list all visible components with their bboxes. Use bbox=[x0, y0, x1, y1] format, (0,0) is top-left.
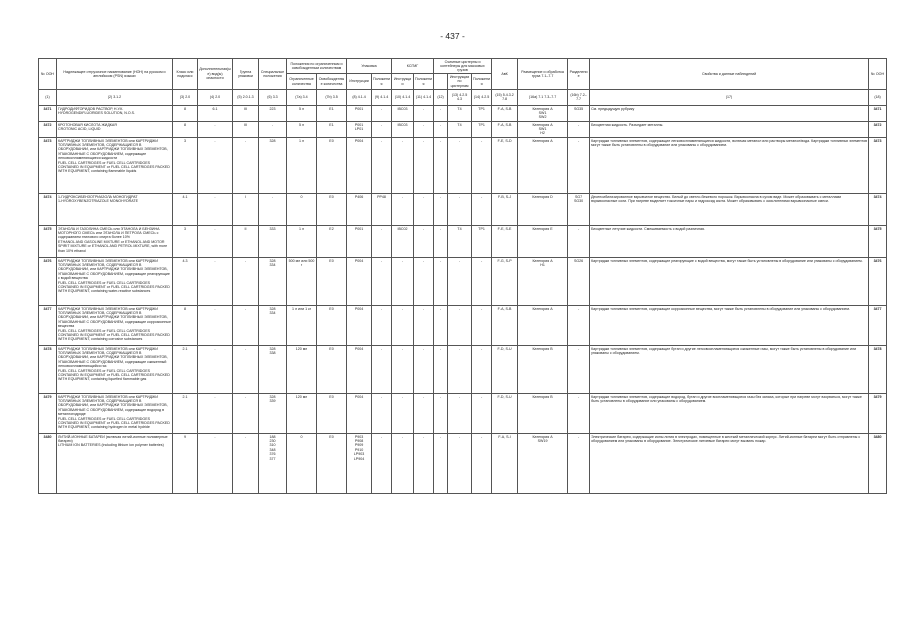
cell-sp: 328 bbox=[259, 138, 287, 194]
cell-pi: P004 bbox=[347, 346, 372, 394]
cell-ems: F-A, S-B bbox=[492, 106, 518, 122]
cell-pg: - bbox=[233, 394, 259, 434]
cell-ibcp: - bbox=[414, 138, 434, 194]
cell-c12: - bbox=[434, 122, 448, 138]
cell-un2: 3473 bbox=[869, 138, 887, 194]
cell-pi: P001 bbox=[347, 106, 372, 122]
cell-lq: 1 л или 1 кг bbox=[287, 306, 317, 346]
colnum: (16a) 7.1 7.3–7.7 bbox=[518, 89, 568, 105]
cell-pg: - bbox=[233, 346, 259, 394]
cell-ems: F-G, S-P bbox=[492, 258, 518, 306]
colnum: (9) 4.1.4 bbox=[372, 89, 392, 105]
cell-ibc: - bbox=[392, 258, 414, 306]
table-body bbox=[39, 106, 887, 494]
cell-pi: P001 LP01 bbox=[347, 122, 372, 138]
cell-eq: E0 bbox=[317, 138, 347, 194]
cell-pi: P406 bbox=[347, 194, 372, 226]
cell-sub: - bbox=[198, 194, 233, 226]
cell-eq: E0 bbox=[317, 434, 347, 494]
cell-ti: - bbox=[448, 434, 472, 494]
cell-pp: - bbox=[372, 434, 392, 494]
cell-un2: 3480 bbox=[869, 434, 887, 494]
cell-un: 3473 bbox=[39, 138, 57, 194]
cell-ems: F-D, S-U bbox=[492, 346, 518, 394]
cell-seg: - bbox=[568, 434, 590, 494]
cell-sp: 328 339 bbox=[259, 394, 287, 434]
cell-cls: 4.3 bbox=[173, 258, 198, 306]
colnum: (5) 2.0.1.3 bbox=[233, 89, 259, 105]
cell-c12: - bbox=[434, 194, 448, 226]
cell-pp: - bbox=[372, 258, 392, 306]
cell-pg: - bbox=[233, 434, 259, 494]
cell-ibcp: - bbox=[414, 306, 434, 346]
header-stowage: Размещение и обработка груза 7.1–7.7 bbox=[518, 59, 568, 90]
cell-ibcp: - bbox=[414, 194, 434, 226]
column-number-row bbox=[39, 89, 887, 105]
cell-pp: - bbox=[372, 138, 392, 194]
cell-sub: - bbox=[198, 346, 233, 394]
cell-pp: - bbox=[372, 106, 392, 122]
cell-pp: - bbox=[372, 226, 392, 258]
colnum: (6) 3.3 bbox=[259, 89, 287, 105]
cell-un2: 3476 bbox=[869, 258, 887, 306]
cell-name: ГИДРОДИФТОРИДОВ РАСТВОР, Н.У.К. HYDROGENDIFLUORIDES SOLUTION, N.O.S. bbox=[57, 106, 173, 122]
cell-prop: Картриджи топливных элементов, содержащие реагирующие с водой вещества, могут также быть установлены в оборудование или упакованы с оборудованием. bbox=[590, 258, 869, 306]
cell-c12: - bbox=[434, 138, 448, 194]
cell-eq: E1 bbox=[317, 106, 347, 122]
cell-pi: P004 bbox=[347, 394, 372, 434]
subheader-tank-provisions: Положения bbox=[472, 74, 492, 89]
cell-un2: 3475 bbox=[869, 226, 887, 258]
cell-tp: - bbox=[472, 306, 492, 346]
header-tanks: Съемные цистерны и контейнеры для массовых грузов bbox=[434, 59, 492, 74]
cell-ibcp: - bbox=[414, 122, 434, 138]
cell-ti: - bbox=[448, 394, 472, 434]
cell-eq: E0 bbox=[317, 306, 347, 346]
cell-sp: - bbox=[259, 122, 287, 138]
cell-pg: III bbox=[233, 122, 259, 138]
subheader-limited: Ограниченные количества bbox=[287, 74, 317, 89]
cell-prop: Бесцветные летучие жидкости. Смешиваемость с водой различная. bbox=[590, 226, 869, 258]
colnum: (1) bbox=[39, 89, 57, 105]
cell-ti: T4 bbox=[448, 226, 472, 258]
cell-tp: - bbox=[472, 394, 492, 434]
cell-eq: E0 bbox=[317, 258, 347, 306]
colnum: (12) bbox=[434, 89, 448, 105]
cell-ems: F-E, S-D bbox=[492, 138, 518, 194]
cell-name: КАРТРИДЖИ ТОПЛИВНЫХ ЭЛЕМЕНТОВ или КАРТРИДЖИ ТОПЛИВНЫХ ЭЛЕМЕНТОВ, СОДЕРЖАЩИЕСЯ В ОБОРУДОВАНИИ, или КАРТРИДЖИ ТОПЛИВНЫХ ЭЛЕМЕНТОВ, УПАКОВАННЫЕ С ОБОРУДОВАНИЕМ, содержащие коррозионные вещества FUEL CELL CARTRIDGES or FUEL CELL CARTRIDGES CONTAINED IN EQUIPMENT or FUEL CELL CARTRIDGES PACKED WITH EQUIPMENT, containing corrosive substances bbox=[57, 306, 173, 346]
cell-lq: 0 bbox=[287, 194, 317, 226]
table-row bbox=[39, 306, 887, 346]
cell-ems: F-E, S-E bbox=[492, 226, 518, 258]
header-packaging: Упаковка bbox=[347, 59, 392, 74]
cell-sp: - bbox=[259, 194, 287, 226]
colnum: (3) 2.0 bbox=[173, 89, 198, 105]
cell-c12: - bbox=[434, 306, 448, 346]
cell-sp: 328 338 bbox=[259, 346, 287, 394]
cell-cls: 8 bbox=[173, 122, 198, 138]
cell-un2: 3472 bbox=[869, 122, 887, 138]
colnum: (4) 2.0 bbox=[198, 89, 233, 105]
cell-tp: - bbox=[472, 434, 492, 494]
cell-tp: - bbox=[472, 138, 492, 194]
cell-stow: Категория A H1 bbox=[518, 258, 568, 306]
cell-tp: - bbox=[472, 194, 492, 226]
cell-pi: P001 bbox=[347, 226, 372, 258]
cell-pi: P004 bbox=[347, 306, 372, 346]
cell-sub: - bbox=[198, 138, 233, 194]
cell-ti: - bbox=[448, 306, 472, 346]
cell-pi: P903 P908 P909 P910 LP903 LP904 bbox=[347, 434, 372, 494]
cell-lq: 5 л bbox=[287, 122, 317, 138]
cell-sub: - bbox=[198, 258, 233, 306]
cell-un2: 3474 bbox=[869, 194, 887, 226]
cell-seg: SG7 SG30 bbox=[568, 194, 590, 226]
header-ibc: КСГМГ bbox=[392, 59, 434, 74]
cell-un2: 3477 bbox=[869, 306, 887, 346]
colnum: (16b) 7.2–7.7 bbox=[568, 89, 590, 105]
cell-pp: - bbox=[372, 306, 392, 346]
cell-stow: Категория A SW1 H2 bbox=[518, 122, 568, 138]
cell-ti: - bbox=[448, 346, 472, 394]
cell-cls: 3 bbox=[173, 138, 198, 194]
cell-seg: - bbox=[568, 346, 590, 394]
cell-cls: 8 bbox=[173, 106, 198, 122]
cell-cls: 4.1 bbox=[173, 194, 198, 226]
cell-sp: 333 bbox=[259, 226, 287, 258]
cell-lq: 1 л bbox=[287, 226, 317, 258]
cell-sub: - bbox=[198, 122, 233, 138]
cell-ibc: - bbox=[392, 306, 414, 346]
table-row bbox=[39, 122, 887, 138]
cell-stow: Категория B bbox=[518, 394, 568, 434]
header-properties: Свойства и данные наблюдений bbox=[590, 59, 869, 90]
table-row bbox=[39, 394, 887, 434]
cell-stow: Категория A bbox=[518, 306, 568, 346]
header-ems: АвК bbox=[492, 59, 518, 90]
cell-prop: Бесцветная жидкость. Разъедает металлы. bbox=[590, 122, 869, 138]
cell-un: 3474 bbox=[39, 194, 57, 226]
cell-seg: - bbox=[568, 306, 590, 346]
cell-un2: 3479 bbox=[869, 394, 887, 434]
cell-c12: - bbox=[434, 258, 448, 306]
colnum: (2) 3.1.2 bbox=[57, 89, 173, 105]
cell-prop: Картриджи топливных элементов, содержащие коррозионные вещества, могут также быть установлены в оборудование или упакованы с оборудованием. bbox=[590, 306, 869, 346]
cell-lq: 5 л bbox=[287, 106, 317, 122]
cell-ibcp: - bbox=[414, 394, 434, 434]
cell-sub: - bbox=[198, 394, 233, 434]
cell-un2: 3471 bbox=[869, 106, 887, 122]
cell-name: КАРТРИДЖИ ТОПЛИВНЫХ ЭЛЕМЕНТОВ или КАРТРИДЖИ ТОПЛИВНЫХ ЭЛЕМЕНТОВ, СОДЕРЖАЩИЕСЯ В ОБОРУДОВАНИИ, или КАРТРИДЖИ ТОПЛИВНЫХ ЭЛЕМЕНТОВ, УПАКОВАННЫЕ С ОБОРУДОВАНИЕМ, содержащие сжиженный легковоспламеняющийся газ FUEL CELL CARTRIDGES or FUEL CELL CARTRIDGES CONTAINED IN EQUIPMENT or FUEL CELL CARTRIDGES PACKED WITH EQUIPMENT, containing liquefied flammable gas bbox=[57, 346, 173, 394]
subheader-ibc-provisions: Положения bbox=[414, 74, 434, 89]
cell-tp: - bbox=[472, 346, 492, 394]
cell-name: ЭТАНОЛА И ГАЗОЛИНА СМЕСЬ или ЭТАНОЛА И БЕНЗИНА МОТОРНОГО СМЕСЬ или ЭТАНОЛА И ПЕТРОЛА СМЕСЬ с содержанием этилового спирта более 10% ETHANOL AND GASOLINE MIXTURE or ETHANOL AND MOTOR SPIRIT MIXTURE or ETHANOL AND PETROL MIXTURE, with more than 10% ethanol bbox=[57, 226, 173, 258]
cell-sub: - bbox=[198, 434, 233, 494]
cell-ibcp: - bbox=[414, 434, 434, 494]
colnum: (14) 4.2.5 bbox=[472, 89, 492, 105]
cell-ti: T4 bbox=[448, 122, 472, 138]
cell-ems: F-A, S-I bbox=[492, 434, 518, 494]
cell-prop: Картриджи топливных элементов, содержащие легковоспламеняющиеся жидкости, включая метанол или растворы метанол/вода. Картриджи топливных элементов могут также быть установлены в оборудование или упакованы с оборудованием. bbox=[590, 138, 869, 194]
cell-un: 3478 bbox=[39, 346, 57, 394]
cell-un: 3476 bbox=[39, 258, 57, 306]
cell-ems: F-D, S-U bbox=[492, 394, 518, 434]
cell-ems: F-A, S-B bbox=[492, 122, 518, 138]
cell-ti: - bbox=[448, 258, 472, 306]
cell-seg: - bbox=[568, 226, 590, 258]
cell-ti: - bbox=[448, 194, 472, 226]
cell-c12: - bbox=[434, 226, 448, 258]
cell-sp: 223 bbox=[259, 106, 287, 122]
cell-ibcp: - bbox=[414, 346, 434, 394]
cell-seg: SG26 bbox=[568, 258, 590, 306]
table-row bbox=[39, 226, 887, 258]
cell-ibc: - bbox=[392, 346, 414, 394]
cell-pp: - bbox=[372, 122, 392, 138]
cell-pg: - bbox=[233, 306, 259, 346]
cell-sub: 6.1 bbox=[198, 106, 233, 122]
cell-ibc: IBC03 bbox=[392, 106, 414, 122]
cell-eq: E2 bbox=[317, 226, 347, 258]
cell-pp: PP48 bbox=[372, 194, 392, 226]
cell-eq: E0 bbox=[317, 394, 347, 434]
cell-name: ЛИТИЙ-ИОННЫЕ БАТАРЕИ (включая литий-ионные полимерные батареи) LITHIUM ION BATTERIES (including lithium ion polymer batteries) bbox=[57, 434, 173, 494]
cell-un2: 3478 bbox=[869, 346, 887, 394]
cell-un: 3479 bbox=[39, 394, 57, 434]
cell-stow: Категория A SW1 SW2 bbox=[518, 106, 568, 122]
cell-pg: III bbox=[233, 106, 259, 122]
cell-prop: Электрические батареи, содержащие ионы лития в электродах, помещенные в жесткий металлический корпус. Литий-ионные батареи могут быть отправлены с оборудованием или упакованы в оборудование. Электрические литиевые батареи могут вызвать пожар. bbox=[590, 434, 869, 494]
cell-stow: Категория A bbox=[518, 138, 568, 194]
cell-lq: 120 мл bbox=[287, 394, 317, 434]
cell-prop: Картриджи топливных элементов, содержащие бутан и другие легковоспламеняющиеся сжиженные газы, могут также быть установлены в оборудование или упакованы с оборудованием. bbox=[590, 346, 869, 394]
cell-ibc: - bbox=[392, 194, 414, 226]
header-packing-group: Группа упаковки bbox=[233, 59, 259, 90]
colnum: (15) 5.4.3.2 7.8 bbox=[492, 89, 518, 105]
cell-eq: E1 bbox=[317, 122, 347, 138]
header-segregation: Разделение bbox=[568, 59, 590, 90]
colnum: (18) bbox=[869, 89, 887, 105]
cell-pg: II bbox=[233, 226, 259, 258]
cell-pg: I bbox=[233, 194, 259, 226]
header-subsidiary: Дополнительная(ые) вид(ы) опасности bbox=[198, 59, 233, 90]
table-row bbox=[39, 258, 887, 306]
cell-pg: - bbox=[233, 138, 259, 194]
header-un-right: № ООН bbox=[869, 59, 887, 90]
cell-ti: T4 bbox=[448, 106, 472, 122]
subheader-tank-instructions: Инструкции по цистернам bbox=[448, 74, 472, 89]
cell-ti: - bbox=[448, 138, 472, 194]
dangerous-goods-table bbox=[38, 58, 887, 494]
cell-lq: 0 bbox=[287, 434, 317, 494]
cell-cls: 9 bbox=[173, 434, 198, 494]
cell-ibcp: - bbox=[414, 226, 434, 258]
cell-c12: - bbox=[434, 394, 448, 434]
colnum: (17) bbox=[590, 89, 869, 105]
page-number: - 437 - bbox=[440, 31, 465, 41]
cell-pp: - bbox=[372, 394, 392, 434]
cell-un: 3475 bbox=[39, 226, 57, 258]
cell-ibc: IBC03 bbox=[392, 122, 414, 138]
table-row bbox=[39, 346, 887, 394]
cell-name: КАРТРИДЖИ ТОПЛИВНЫХ ЭЛЕМЕНТОВ или КАРТРИДЖИ ТОПЛИВНЫХ ЭЛЕМЕНТОВ, СОДЕРЖАЩИЕСЯ В ОБОРУДОВАНИИ, или КАРТРИДЖИ ТОПЛИВНЫХ ЭЛЕМЕНТОВ, УПАКОВАННЫЕ С ОБОРУДОВАНИЕМ, содержащие реагирующие с водой вещества FUEL CELL CARTRIDGES or FUEL CELL CARTRIDGES CONTAINED IN EQUIPMENT or FUEL CELL CARTRIDGES PACKED WITH EQUIPMENT, containing water-reactive substances bbox=[57, 258, 173, 306]
subheader-pack-provisions: Положения bbox=[372, 74, 392, 89]
cell-ibc: IBC02 bbox=[392, 226, 414, 258]
colnum: (8) 4.1.4 bbox=[347, 89, 372, 105]
cell-stow: Категория E bbox=[518, 226, 568, 258]
cell-ibc: - bbox=[392, 394, 414, 434]
cell-cls: 2.1 bbox=[173, 346, 198, 394]
cell-un: 3471 bbox=[39, 106, 57, 122]
cell-c12: - bbox=[434, 106, 448, 122]
cell-prop: Десенсибилизированное взрывчатое вещество. Белый до светло-бежевого порошок. Взрывоопасна в сухом виде. Может образовывать с металлами взрывоопасные соли. При нагреве выделяет токсичные пары и гидроксид азота. Может образовывать с окислителями взрывоопасные смеси. bbox=[590, 194, 869, 226]
cell-tp: TP1 bbox=[472, 226, 492, 258]
colnum: (10) 4.1.4 bbox=[392, 89, 414, 105]
cell-c12: - bbox=[434, 346, 448, 394]
cell-stow: Категория A SW19 bbox=[518, 434, 568, 494]
cell-ibc: - bbox=[392, 434, 414, 494]
cell-sub: - bbox=[198, 306, 233, 346]
cell-ibcp: - bbox=[414, 106, 434, 122]
cell-ibc: - bbox=[392, 138, 414, 194]
subheader-tank-empty bbox=[434, 74, 448, 89]
cell-pi: P004 bbox=[347, 258, 372, 306]
cell-eq: E0 bbox=[317, 346, 347, 394]
cell-prop: См. предыдущую рубрику bbox=[590, 106, 869, 122]
cell-sp: 328 334 bbox=[259, 306, 287, 346]
cell-sp: 188 230 310 348 376 377 bbox=[259, 434, 287, 494]
header-class: Класс или подкласс bbox=[173, 59, 198, 90]
cell-cls: 3 bbox=[173, 226, 198, 258]
cell-seg: - bbox=[568, 122, 590, 138]
cell-eq: E0 bbox=[317, 194, 347, 226]
cell-prop: Картриджи топливных элементов, содержащие водород, бутан и другие воспламеняющиеся газы без запаха, которые при нагреве могут взорваться, могут также быть установлены в оборудование или упакованы с оборудованием. bbox=[590, 394, 869, 434]
cell-name: КАРТРИДЖИ ТОПЛИВНЫХ ЭЛЕМЕНТОВ или КАРТРИДЖИ ТОПЛИВНЫХ ЭЛЕМЕНТОВ, СОДЕРЖАЩИЕСЯ В ОБОРУДОВАНИИ, или КАРТРИДЖИ ТОПЛИВНЫХ ЭЛЕМЕНТОВ, УПАКОВАННЫЕ С ОБОРУДОВАНИЕМ, содержащие легковоспламеняющиеся жидкости FUEL CELL CARTRIDGES or FUEL CELL CARTRIDGES CONTAINED IN EQUIPMENT or FUEL CELL CARTRIDGES PACKED WITH EQUIPMENT, containing flammable liquids bbox=[57, 138, 173, 194]
colnum: (7b) 3.5 bbox=[317, 89, 347, 105]
cell-pi: P004 bbox=[347, 138, 372, 194]
cell-stow: Категория B bbox=[518, 346, 568, 394]
cell-ibcp: - bbox=[414, 258, 434, 306]
cell-lq: 120 мл bbox=[287, 346, 317, 394]
cell-name: 1-ГИДРОКСИБЕНЗОТРИАЗОЛА МОНОГИДРАТ 1-HYDROXYBENZOTRIAZOLE MONOHYDRATE bbox=[57, 194, 173, 226]
cell-tp: TP1 bbox=[472, 106, 492, 122]
subheader-ibc-instructions: Инструкции bbox=[392, 74, 414, 89]
table-row bbox=[39, 106, 887, 122]
colnum: (7a) 3.4 bbox=[287, 89, 317, 105]
cell-ems: F-B, S-J bbox=[492, 194, 518, 226]
cell-name: КРОТОНОВАЯ КИСЛОТА ЖИДКАЯ CROTONIC ACID, LIQUID bbox=[57, 122, 173, 138]
cell-sub: - bbox=[198, 226, 233, 258]
cell-name: КАРТРИДЖИ ТОПЛИВНЫХ ЭЛЕМЕНТОВ или КАРТРИДЖИ ТОПЛИВНЫХ ЭЛЕМЕНТОВ, СОДЕРЖАЩИЕСЯ В ОБОРУДОВАНИИ, или КАРТРИДЖИ ТОПЛИВНЫХ ЭЛЕМЕНТОВ, УПАКОВАННЫЕ С ОБОРУДОВАНИЕМ, содержащие водород в металлогидриде FUEL CELL CARTRIDGES or FUEL CELL CARTRIDGES CONTAINED IN EQUIPMENT or FUEL CELL CARTRIDGES PACKED WITH EQUIPMENT, containing hydrogen in metal hydride bbox=[57, 394, 173, 434]
cell-pg: - bbox=[233, 258, 259, 306]
header-un: № ООН bbox=[39, 59, 57, 90]
cell-seg: - bbox=[568, 394, 590, 434]
cell-un: 3480 bbox=[39, 434, 57, 494]
cell-lq: 1 л bbox=[287, 138, 317, 194]
subheader-pack-instructions: Инструкции bbox=[347, 74, 372, 89]
subheader-excepted: Освобожденные количества bbox=[317, 74, 347, 89]
cell-un: 3472 bbox=[39, 122, 57, 138]
cell-seg: - bbox=[568, 138, 590, 194]
cell-tp: - bbox=[472, 258, 492, 306]
cell-cls: 8 bbox=[173, 306, 198, 346]
colnum: (13) 4.2.5 4.3 bbox=[448, 89, 472, 105]
colnum: (11) 4.1.4 bbox=[414, 89, 434, 105]
cell-c12: - bbox=[434, 434, 448, 494]
table-row bbox=[39, 138, 887, 194]
cell-cls: 2.1 bbox=[173, 394, 198, 434]
cell-ems: F-A, S-B bbox=[492, 306, 518, 346]
header-special-provisions: Специальные положения bbox=[259, 59, 287, 90]
cell-un: 3477 bbox=[39, 306, 57, 346]
header-name: Надлежащее отгрузочное наименование (НОН) на русском и английском (PSN) языках bbox=[57, 59, 173, 90]
cell-lq: 500 мл или 500 г bbox=[287, 258, 317, 306]
cell-tp: TP1 bbox=[472, 122, 492, 138]
table-row bbox=[39, 434, 887, 494]
cell-seg: SG35 bbox=[568, 106, 590, 122]
cell-stow: Категория D bbox=[518, 194, 568, 226]
table-row bbox=[39, 194, 887, 226]
cell-sp: 328 334 bbox=[259, 258, 287, 306]
cell-pp: - bbox=[372, 346, 392, 394]
header-quantities: Положения по ограниченным и освобожденным количествам bbox=[287, 59, 347, 74]
